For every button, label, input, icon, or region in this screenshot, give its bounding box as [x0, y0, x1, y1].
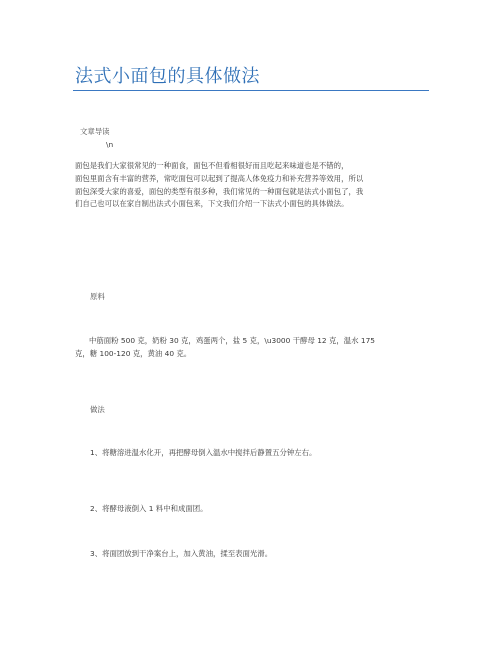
page-title: 法式小面包的具体做法	[75, 66, 260, 87]
materials-paragraph	[75, 335, 435, 361]
materials-line: 中筋面粉 500 克，奶粉 30 克，鸡蛋两个，盐 5 克，\u3000 干酵母 12 克，温水 175	[89, 336, 375, 345]
newline-marker: \n	[106, 140, 114, 149]
intro-paragraph	[75, 160, 435, 211]
step-item: 2、将酵母液倒入 1 料中和成面团。	[90, 504, 208, 513]
intro-line: 面包深受大家的喜爱，面包的类型有很多种，我们常见的一种面包就是法式小面包了，我	[75, 186, 364, 196]
step-item: 3、将面团放到干净案台上，加入黄油，揉至表面光滑。	[90, 549, 273, 558]
intro-line: 面包里面含有丰富的营养，常吃面包可以起到了提高人体免疫力和补充营养等效用，所以	[75, 173, 364, 183]
intro-line: 们自己也可以在家自制出法式小面包来，下文我们介绍一下法式小面包的具体做法。	[75, 199, 349, 209]
step-item: 1、将糖溶进温水化开，再把酵母倒入温水中搅拌后静置五分钟左右。	[90, 448, 317, 457]
materials-label: 原料	[90, 292, 105, 301]
materials-line: 克，糖 100-120 克，黄油 40 克。	[75, 348, 192, 358]
method-label: 做法	[90, 405, 105, 414]
guide-label: 文章导读	[80, 127, 110, 136]
title-divider	[73, 90, 429, 91]
intro-line: 面包是我们大家很常见的一种面食，面包不但看相很好而且吃起来味道也是不错的，	[75, 161, 349, 170]
